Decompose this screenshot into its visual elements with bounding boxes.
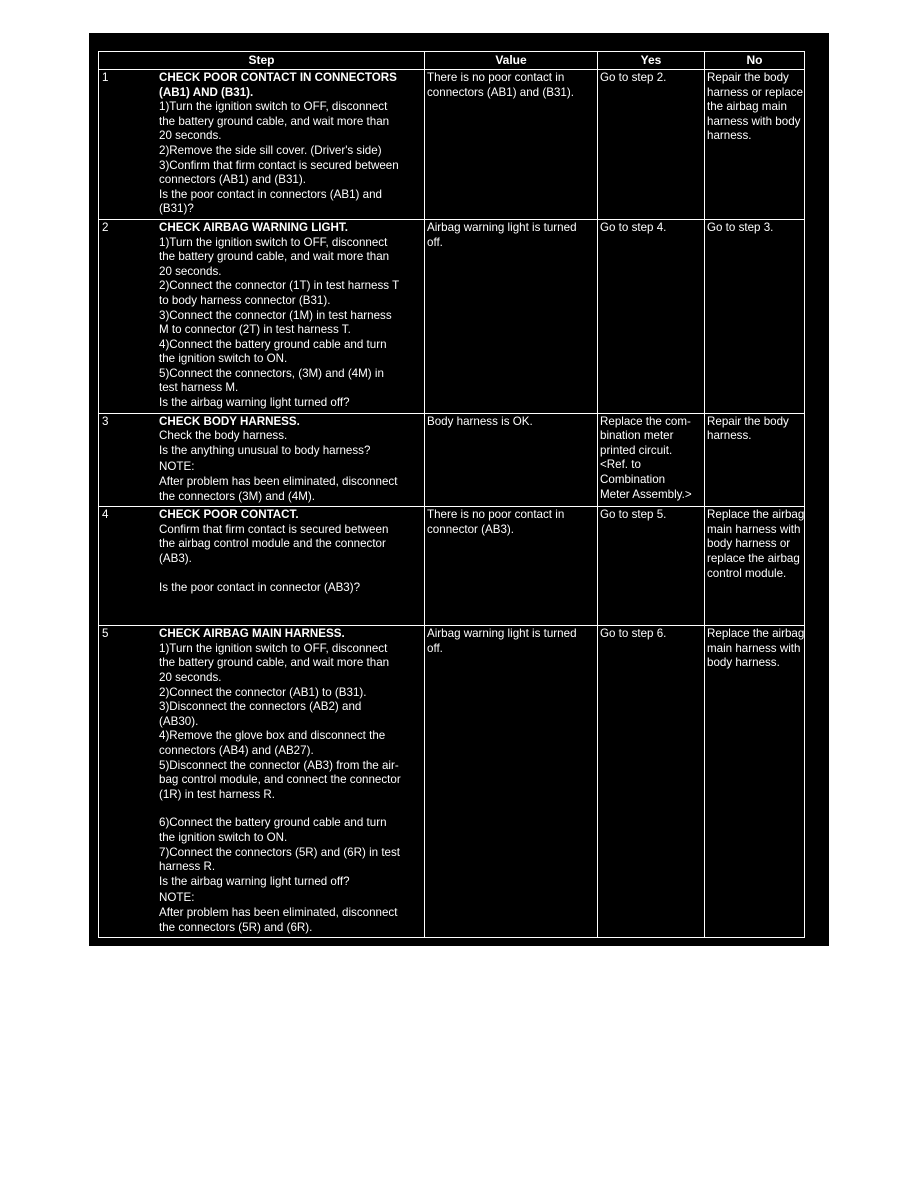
step-line <box>159 802 422 816</box>
step-line: connectors (AB1) and (B31). <box>159 173 306 187</box>
table-header-row <box>99 52 805 70</box>
table-row <box>99 219 805 413</box>
step-line: 5)Disconnect the connector (AB3) from the air- <box>159 758 399 772</box>
no-cell <box>705 626 805 938</box>
step-line <box>159 567 422 581</box>
step-line: 7)Connect the connectors (5R) and (6R) in test <box>159 845 401 859</box>
step-line: 3)Confirm that firm contact is secured between <box>159 158 399 172</box>
step-line: Is the anything unusual to body harness? <box>159 443 371 457</box>
yes-cell <box>598 70 705 220</box>
no-cell-line: Repair the body <box>707 71 789 84</box>
no-cell-line: Replace the airbag <box>707 627 805 641</box>
yes-cell <box>598 626 705 938</box>
step-instructions <box>99 414 424 507</box>
step-line: the battery ground cable, and wait more than <box>159 250 390 264</box>
step-title: CHECK AIRBAG WARNING LIGHT. <box>159 220 348 234</box>
no-cell-line: main harness with <box>707 641 801 655</box>
step-cell <box>99 626 425 938</box>
note-line: NOTE: <box>159 891 195 905</box>
step-note <box>159 460 422 504</box>
step-line: 6)Connect the battery ground cable and turn <box>159 816 387 830</box>
value-cell <box>425 626 598 938</box>
step-line: 5)Connect the connectors, (3M) and (4M) in <box>159 366 384 380</box>
step-line: Check the body harness. <box>159 429 288 443</box>
step-line: 4)Remove the glove box and disconnect the <box>159 729 386 743</box>
step-line: Is the poor contact in connector (AB3)? <box>159 580 361 594</box>
table-row <box>99 70 805 220</box>
step-title: CHECK POOR CONTACT IN CONNECTORS <box>159 71 397 84</box>
step-instructions <box>99 70 424 219</box>
step-line: to body harness connector (B31). <box>159 293 331 307</box>
no-cell <box>705 219 805 413</box>
step-cell <box>99 70 425 220</box>
no-cell-line: Replace the airbag <box>707 508 805 522</box>
step-line: 20 seconds. <box>159 264 222 278</box>
step-line: 1)Turn the ignition switch to OFF, disconnect <box>159 235 388 249</box>
step-line: 2)Connect the connector (AB1) to (B31). <box>159 685 367 699</box>
step-line: M to connector (2T) in test harness T. <box>159 323 351 337</box>
step-instructions <box>99 220 424 413</box>
yes-cell-line: <Ref. to <box>600 458 641 472</box>
header-step: Step <box>99 52 425 70</box>
step-line: 1)Turn the ignition switch to OFF, disconnect <box>159 641 388 655</box>
value-cell-line: There is no poor contact in <box>427 508 565 522</box>
value-cell-line: connectors (AB1) and (B31). <box>427 85 574 99</box>
value-cell-line: Body harness is OK. <box>427 414 533 428</box>
step-title: CHECK POOR CONTACT. <box>159 508 299 522</box>
diagnostic-step-table <box>98 51 805 938</box>
no-cell-line: harness or replace <box>707 85 804 99</box>
value-cell <box>425 219 598 413</box>
value-cell-line: Airbag warning light is turned <box>427 220 577 234</box>
step-number: 5 <box>102 627 109 641</box>
step-note <box>159 891 422 935</box>
table-row <box>99 413 805 507</box>
no-cell-line: the airbag main <box>707 100 787 114</box>
step-cell <box>99 219 425 413</box>
step-line: 4)Connect the battery ground cable and turn <box>159 337 387 351</box>
table-row <box>99 626 805 938</box>
document-panel <box>89 33 829 946</box>
value-cell <box>425 507 598 626</box>
step-line: 20 seconds. <box>159 129 222 143</box>
note-line: the connectors (5R) and (6R). <box>159 920 313 934</box>
value-cell-line: There is no poor contact in <box>427 71 565 84</box>
value-cell-line: connector (AB3). <box>427 522 514 536</box>
step-cell <box>99 413 425 507</box>
no-cell-line: control module. <box>707 566 787 580</box>
note-line: After problem has been eliminated, disconnect <box>159 475 398 489</box>
yes-cell-line: Go to step 6. <box>600 627 667 641</box>
step-line: connectors (AB4) and (AB27). <box>159 743 314 757</box>
no-cell <box>705 507 805 626</box>
no-cell-line: harness. <box>707 429 752 443</box>
step-cell <box>99 507 425 626</box>
step-instructions <box>99 626 424 937</box>
note-line: the connectors (3M) and (4M). <box>159 489 315 503</box>
step-title: CHECK BODY HARNESS. <box>159 414 300 428</box>
no-cell-line: body harness or <box>707 537 791 551</box>
yes-cell <box>598 413 705 507</box>
header-no: No <box>705 52 805 70</box>
no-cell-line: Go to step 3. <box>707 220 774 234</box>
no-cell <box>705 413 805 507</box>
step-line: 3)Connect the connector (1M) in test harness <box>159 308 392 322</box>
no-cell-line: replace the airbag <box>707 552 800 565</box>
step-line: the ignition switch to ON. <box>159 830 288 844</box>
step-number: 4 <box>102 508 109 522</box>
yes-cell-line: Go to step 5. <box>600 508 667 522</box>
step-line: 20 seconds. <box>159 671 222 684</box>
value-cell-line: off. <box>427 641 443 655</box>
step-line: (B31)? <box>159 202 194 216</box>
step-line: test harness M. <box>159 381 239 395</box>
no-cell-line: Repair the body <box>707 414 789 428</box>
step-line: the airbag control module and the connector <box>159 537 386 551</box>
step-number: 2 <box>102 220 109 234</box>
step-line: (AB30). <box>159 714 199 728</box>
yes-cell-line: bination meter <box>600 429 674 443</box>
header-value: Value <box>425 52 598 70</box>
yes-cell-line: Go to step 4. <box>600 220 667 234</box>
note-line: After problem has been eliminated, disconnect <box>159 905 398 919</box>
value-cell-line: Airbag warning light is turned <box>427 627 577 641</box>
step-line: (1R) in test harness R. <box>159 787 275 801</box>
table-body <box>99 70 805 938</box>
value-cell-line: off. <box>427 235 443 249</box>
step-number: 3 <box>102 414 109 428</box>
step-title: (AB1) AND (B31). <box>159 85 254 99</box>
no-cell-line: body harness. <box>707 656 780 670</box>
step-line: bag control module, and connect the connector <box>159 773 401 787</box>
value-cell <box>425 413 598 507</box>
step-line: Is the airbag warning light turned off? <box>159 874 350 888</box>
step-line: Is the poor contact in connectors (AB1) and <box>159 187 382 201</box>
step-title: CHECK AIRBAG MAIN HARNESS. <box>159 627 345 641</box>
step-line: Is the airbag warning light turned off? <box>159 396 350 410</box>
no-cell-line: main harness with <box>707 522 801 536</box>
step-line: 1)Turn the ignition switch to OFF, disconnect <box>159 100 388 114</box>
yes-cell-line: Meter Assembly.> <box>600 487 692 501</box>
step-line: the ignition switch to ON. <box>159 352 288 366</box>
note-line: NOTE: <box>159 460 195 474</box>
yes-cell-line: printed circuit. <box>600 443 673 457</box>
step-number: 1 <box>102 71 109 84</box>
yes-cell-line: Go to step 2. <box>600 71 667 84</box>
step-line: 2)Remove the side sill cover. (Driver's side) <box>159 143 382 157</box>
table-row <box>99 507 805 626</box>
step-line: harness R. <box>159 860 216 874</box>
yes-cell <box>598 219 705 413</box>
step-line: (AB3). <box>159 552 192 565</box>
no-cell <box>705 70 805 220</box>
yes-cell-line: Combination <box>600 473 666 487</box>
step-line: 2)Connect the connector (1T) in test harness T <box>159 279 400 293</box>
yes-cell-line: Replace the com- <box>600 414 691 428</box>
step-instructions <box>99 507 424 597</box>
no-cell-line: harness with body <box>707 114 801 128</box>
step-line: 3)Disconnect the connectors (AB2) and <box>159 700 362 714</box>
step-line: Confirm that firm contact is secured between <box>159 522 389 536</box>
step-line: the battery ground cable, and wait more than <box>159 114 390 128</box>
step-line: the battery ground cable, and wait more than <box>159 656 390 670</box>
yes-cell <box>598 507 705 626</box>
no-cell-line: harness. <box>707 129 752 143</box>
value-cell <box>425 70 598 220</box>
header-yes: Yes <box>598 52 705 70</box>
